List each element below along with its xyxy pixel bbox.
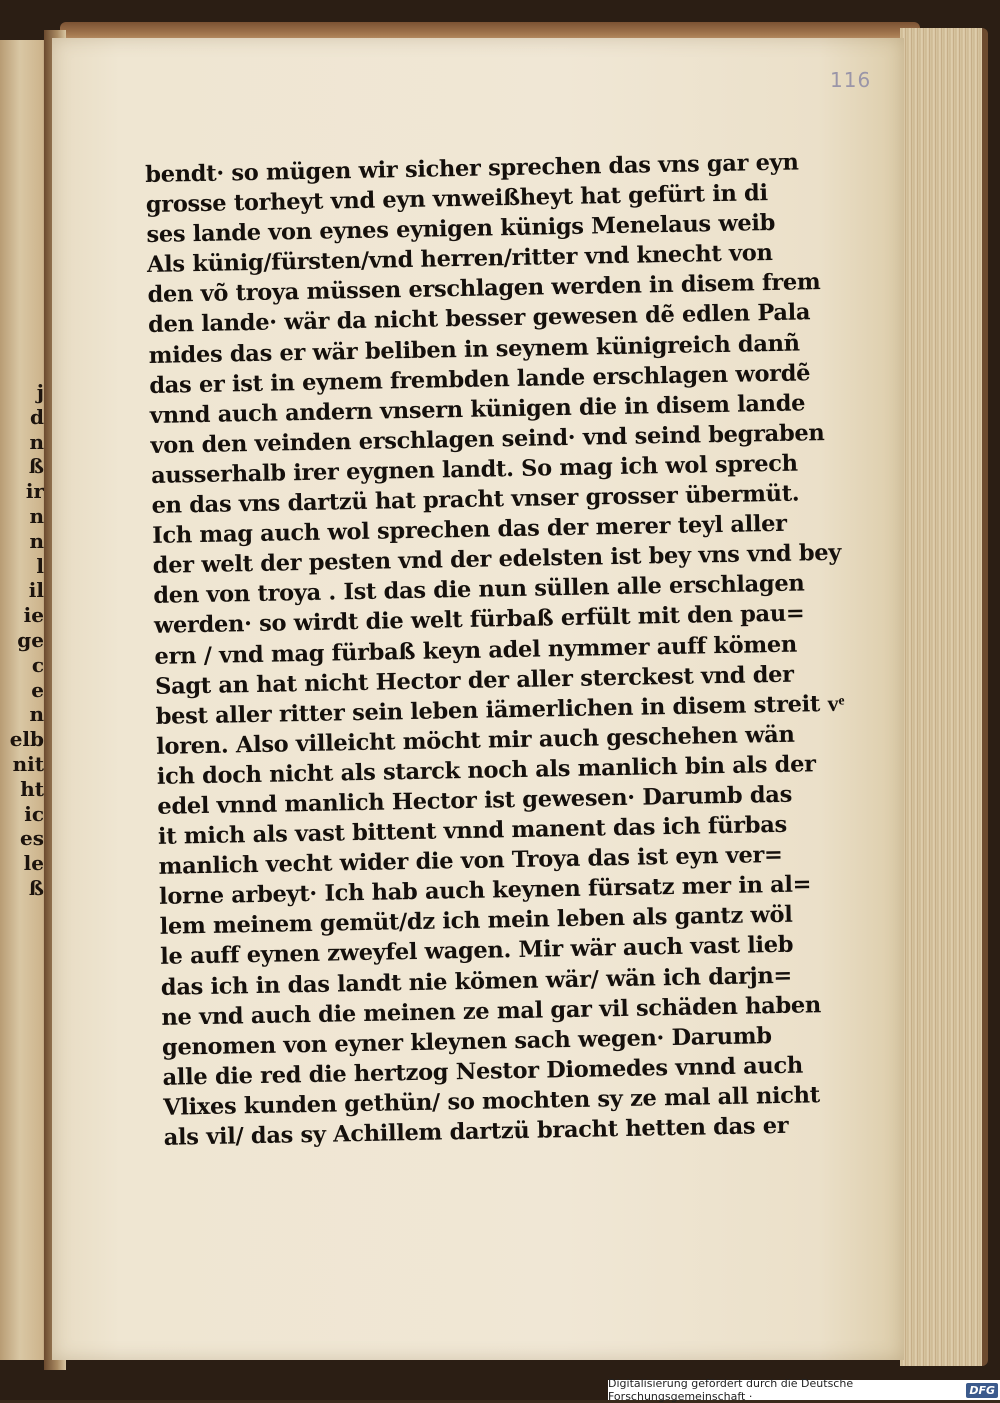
credit-text: Digitalisierung gefördert durch die Deutsche Forschungsgemeinschaft · xyxy=(608,1377,854,1403)
text-line: alle die red die hertzog Nestor Diomedes vnnd auch xyxy=(162,1052,804,1091)
left-page-fragment: ß xyxy=(28,875,44,900)
left-page-fragment: c xyxy=(31,652,44,677)
page-edges-stack xyxy=(900,28,988,1366)
left-page-fragment: le xyxy=(23,851,44,876)
text-line: Vlixes kunden gethün/ so mochten sy ze mal all nicht xyxy=(162,1082,821,1121)
dfg-logo: DFG xyxy=(966,1383,998,1398)
text-line: ne vnd auch die meinen ze mal gar vil schäden haben xyxy=(161,991,822,1031)
left-page-fragment: ir xyxy=(25,479,44,504)
left-page-fragment: ge xyxy=(17,627,44,652)
text-line: das er ist in eynem frembden lande erschlagen wordẽ xyxy=(149,359,811,399)
text-line: den von troya . Ist das die nun süllen alle erschlagen xyxy=(153,570,805,610)
text-line: den lande· wär da nicht besser gewesen dẽ edlen Pala xyxy=(147,299,811,339)
left-page-fragment: ß xyxy=(28,454,44,479)
text-line: best aller ritter sein leben iämerlichen in disem streit vͤ xyxy=(155,690,845,730)
text-line: von den veinden erschlagen seind· vnd seind begraben xyxy=(150,419,825,459)
left-page-fragment: ie xyxy=(23,603,44,628)
text-line: ausserhalb irer eygnen landt. So mag ich wol sprech xyxy=(150,450,798,489)
text-line: genomen von eyner kleynen sach wegen· Darumb xyxy=(161,1022,772,1061)
text-line: Sagt an hat nicht Hector der aller sterckest vnd der xyxy=(154,661,794,700)
text-line: als vil/ das sy Achillem dartzü bracht hetten das er xyxy=(163,1112,789,1151)
digitization-credit xyxy=(608,1377,1000,1403)
text-line: der welt der pesten vnd der edelsten ist bey vns vnd bey xyxy=(152,539,842,580)
text-line: edel vnnd manlich Hector ist gewesen· Darumb das xyxy=(157,781,793,820)
text-line: le auff eynen zweyfel wagen. Mir wär auch vast lieb xyxy=(160,932,794,971)
text-line: en das vns dartzü hat pracht vnser grosser übermüt. xyxy=(151,480,800,519)
text-line: ich doch nicht als starck noch als manlich bin als der xyxy=(156,751,816,790)
left-page-fragment: j xyxy=(36,380,44,404)
text-line: den võ troya müssen erschlagen werden in disem frem xyxy=(147,269,821,309)
text-line: loren. Also villeicht möcht mir auch geschehen wän xyxy=(156,721,795,760)
text-line: werden· so wirdt die welt fürbaß erfült mit den pau= xyxy=(153,600,805,640)
text-line: Ich mag auch wol sprechen das der merer teyl aller xyxy=(151,510,787,550)
text-line: ses lande von eynes eynigen künigs Menelaus weib xyxy=(146,210,776,249)
left-page-fragment: n xyxy=(29,528,44,553)
text-line: mides das er wär beliben in seynem künigreich danñ xyxy=(148,330,800,369)
left-page-text-fragments xyxy=(2,380,48,901)
left-page-fragment: e xyxy=(31,677,44,702)
text-line: grosse torheyt vnd eyn vnweißheyt hat gefürt in di xyxy=(145,180,768,219)
left-page-fragment: n xyxy=(29,429,44,454)
left-page-fragment: ht xyxy=(20,776,44,801)
text-line: bendt· so mügen wir sicher sprechen das vns gar eyn xyxy=(145,149,799,188)
left-page-fragment: es xyxy=(20,826,44,851)
left-page-fragment: ic xyxy=(24,801,44,826)
left-page-fragment: d xyxy=(30,404,44,429)
left-page-fragment: n xyxy=(29,503,44,528)
text-line: ern / vnd mag fürbaß keyn adel nymmer auff kömen xyxy=(154,631,798,670)
main-text-block xyxy=(145,148,845,1153)
text-line: vnnd auch andern vnsern künigen die in disem lande xyxy=(149,390,806,429)
text-line: das ich in das landt nie kömen wär/ wän ich darjn= xyxy=(160,962,793,1001)
left-page-fragment: elb xyxy=(9,727,44,752)
text-line: Als künig/fürsten/vnd herren/ritter vnd knecht von xyxy=(146,240,773,279)
left-page-sliver xyxy=(0,40,50,1360)
left-page-fragment: l xyxy=(36,553,44,578)
text-line: lorne arbeyt· Ich hab auch keynen fürsatz mer in al= xyxy=(158,871,812,911)
left-page-fragment: n xyxy=(29,702,44,727)
text-line: manlich vecht wider die von Troya das ist eyn ver= xyxy=(158,842,783,881)
left-page-fragment: nit xyxy=(12,751,44,776)
text-line: it mich als vast bittent vnnd manent das ich fürbas xyxy=(157,811,788,850)
folio-number: 116 xyxy=(830,68,872,92)
left-page-fragment: il xyxy=(28,578,44,603)
text-line: lem meinem gemüt/dz ich mein leben als gantz wöl xyxy=(159,902,793,941)
